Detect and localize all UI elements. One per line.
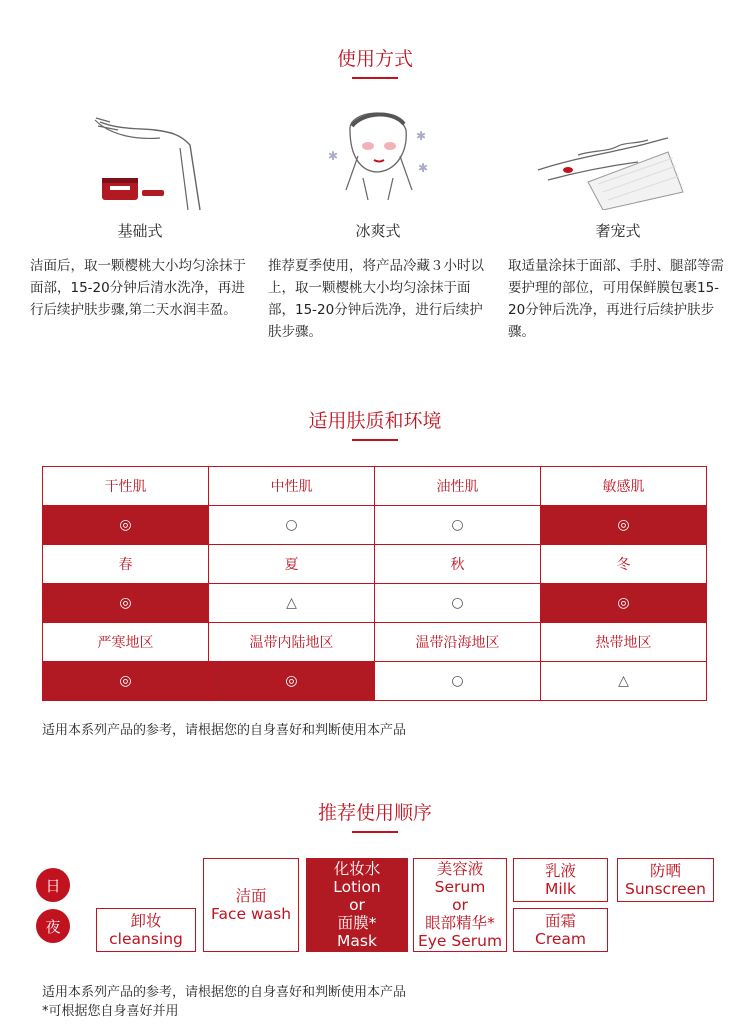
order-title: 推荐使用顺序 [0,798,750,833]
category-cell: 敏感肌 [541,467,707,506]
step-serum: 美容液 Serum or 眼部精华* Eye Serum [413,858,507,952]
rating-cell: ◎ [43,506,209,545]
method-basic [30,100,250,321]
table-row [43,584,707,623]
category-cell: 热带地区 [541,623,707,662]
rating-cell: ◎ [43,584,209,623]
rating-cell: △ [209,584,375,623]
category-cell: 中性肌 [209,467,375,506]
method-luxury [508,100,728,343]
rating-cell: ○ [375,662,541,701]
category-cell: 干性肌 [43,467,209,506]
night-badge: 夜 [36,909,70,943]
step-cream: 面霜 Cream [513,908,608,952]
method-name: 基础式 [117,222,163,240]
category-cell: 冬 [541,545,707,584]
hands-wrap-icon [508,100,728,210]
category-cell: 夏 [209,545,375,584]
woman-face-icon [268,100,488,210]
method-desc: 洁面后，取一颗樱桃大小均匀涂抹于面部，15-20分钟后清水洗净，再进行后续护肤步骤,第二天水润丰盈。 [30,258,246,318]
category-cell: 春 [43,545,209,584]
table-row [43,662,707,701]
method-desc: 推荐夏季使用，将产品冷藏３小时以上，取一颗樱桃大小均匀涂抹于面部，15-20分钟后洗净，进行后续护肤步骤。 [268,258,484,340]
table-row [43,623,707,662]
rating-cell: ◎ [209,662,375,701]
suitability-table [42,466,707,701]
method-desc: 取适量涂抹于面部、手肘、腿部等需要护理的部位，可用保鲜膜包裹15-20分钟后洗净，再进行后续护肤步骤。 [508,258,724,340]
day-badge: 日 [36,868,70,902]
method-name: 奢宠式 [595,222,641,240]
svg-text:✱: ✱ [328,149,339,163]
order-footnote: *可根据您自身喜好并用 [42,1004,179,1019]
suitability-title: 适用肤质和环境 [0,406,750,441]
table-row [43,467,707,506]
step-sunscreen: 防晒 Sunscreen [617,858,714,902]
hand-with-jar-icon [30,100,250,210]
category-cell: 油性肌 [375,467,541,506]
table-row [43,506,707,545]
rating-cell: ○ [375,584,541,623]
step-face-wash: 洁面 Face wash [203,858,299,952]
method-name: 冰爽式 [355,222,401,240]
method-cool [268,100,488,343]
rating-cell: ○ [375,506,541,545]
rating-cell: ◎ [541,506,707,545]
step-lotion: 化妆水 Lotion or 面膜* Mask [306,858,408,952]
rating-cell: ◎ [541,584,707,623]
rating-cell: ◎ [43,662,209,701]
svg-text:✱: ✱ [418,161,429,175]
order-note: 适用本系列产品的参考，请根据您的自身喜好和判断使用本产品 [42,985,407,1000]
category-cell: 温带沿海地区 [375,623,541,662]
category-cell: 秋 [375,545,541,584]
step-cleansing: 卸妆 cleansing [96,908,196,952]
suitability-note: 适用本系列产品的参考，请根据您的自身喜好和判断使用本产品 [42,723,407,738]
table-row [43,545,707,584]
category-cell: 温带内陆地区 [209,623,375,662]
step-milk: 乳液 Milk [513,858,608,902]
rating-cell: △ [541,662,707,701]
usage-title: 使用方式 [0,44,750,79]
category-cell: 严寒地区 [43,623,209,662]
rating-cell: ○ [209,506,375,545]
svg-text:✱: ✱ [416,129,427,143]
